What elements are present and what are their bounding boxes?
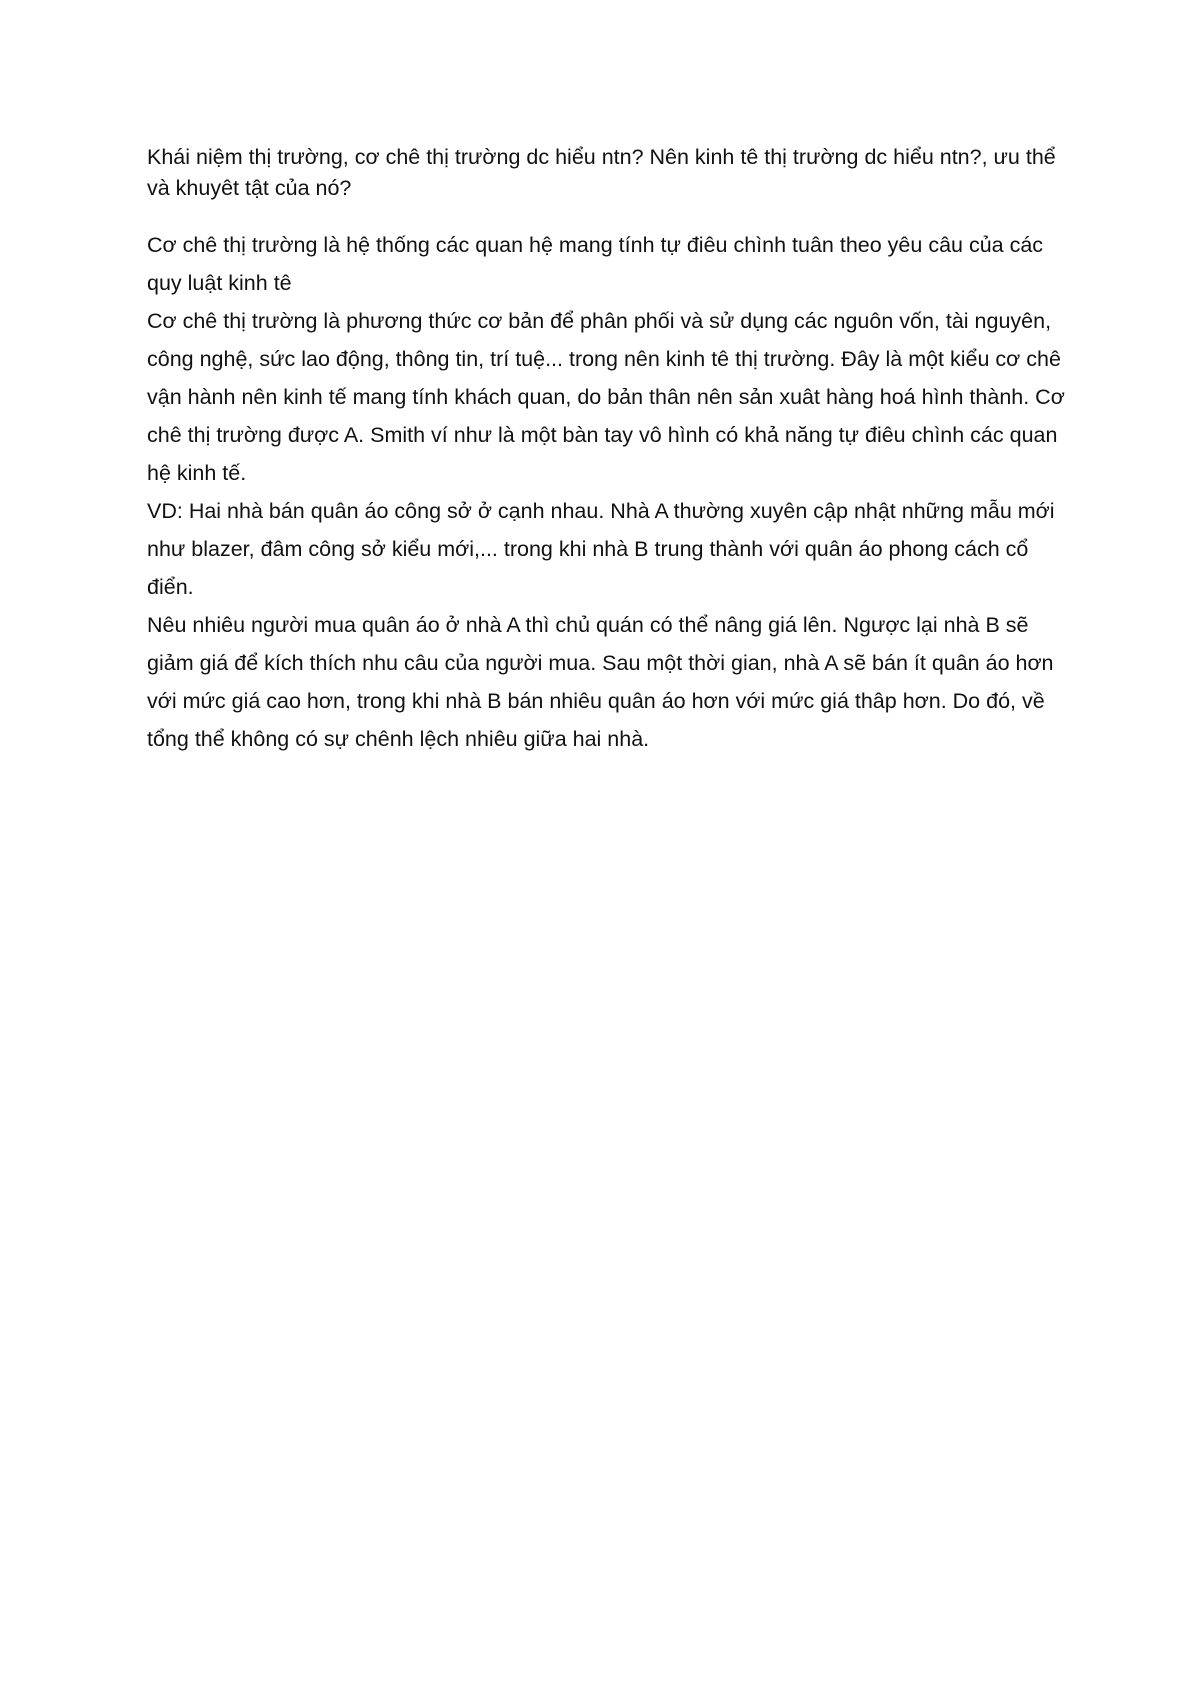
paragraph-mechanism: Cơ chê thị trường là phương thức cơ bản để phân phối và sử dụng các nguôn vốn, tài nguyên, công nghệ, sức lao động, thông tin, trí tuệ... trong nên kinh tê thị trường. Đây là một kiểu cơ chê vận hành nên kinh tế mang tính khách quan, do bản thân nên sản xuât hàng hoá hình thành. Cơ chê thị trường được A. Smith ví như là một bàn tay vô hình có khả năng tự điêu chình các quan hệ kinh tế. xyxy=(147,309,1065,485)
document-body xyxy=(147,142,1067,758)
paragraph-definition: Cơ chê thị trường là hệ thống các quan hệ mang tính tự điêu chình tuân theo yêu câu của các quy luật kinh tê xyxy=(147,233,1044,295)
paragraph-example: VD: Hai nhà bán quân áo công sở ở cạnh nhau. Nhà A thường xuyên cập nhật những mẫu mới như blazer, đâm công sở kiểu mới,... trong khi nhà B trung thành với quân áo phong cách cổ điển. xyxy=(147,499,1055,599)
question-heading: Khái niệm thị trường, cơ chê thị trường dc hiểu ntn? Nên kinh tê thị trường dc hiểu ntn?, ưu thể và khuyêt tật của nó? xyxy=(147,145,1056,200)
paragraph-conclusion: Nêu nhiêu người mua quân áo ở nhà A thì chủ quán có thể nâng giá lên. Ngược lại nhà B sẽ giảm giá để kích thích nhu câu của người mua. Sau một thời gian, nhà A sẽ bán ít quân áo hơn với mức giá cao hơn, trong khi nhà B bán nhiêu quân áo hơn với mức giá thâp hơn. Do đó, về tổng thể không có sự chênh lệch nhiêu giữa hai nhà. xyxy=(147,613,1054,751)
